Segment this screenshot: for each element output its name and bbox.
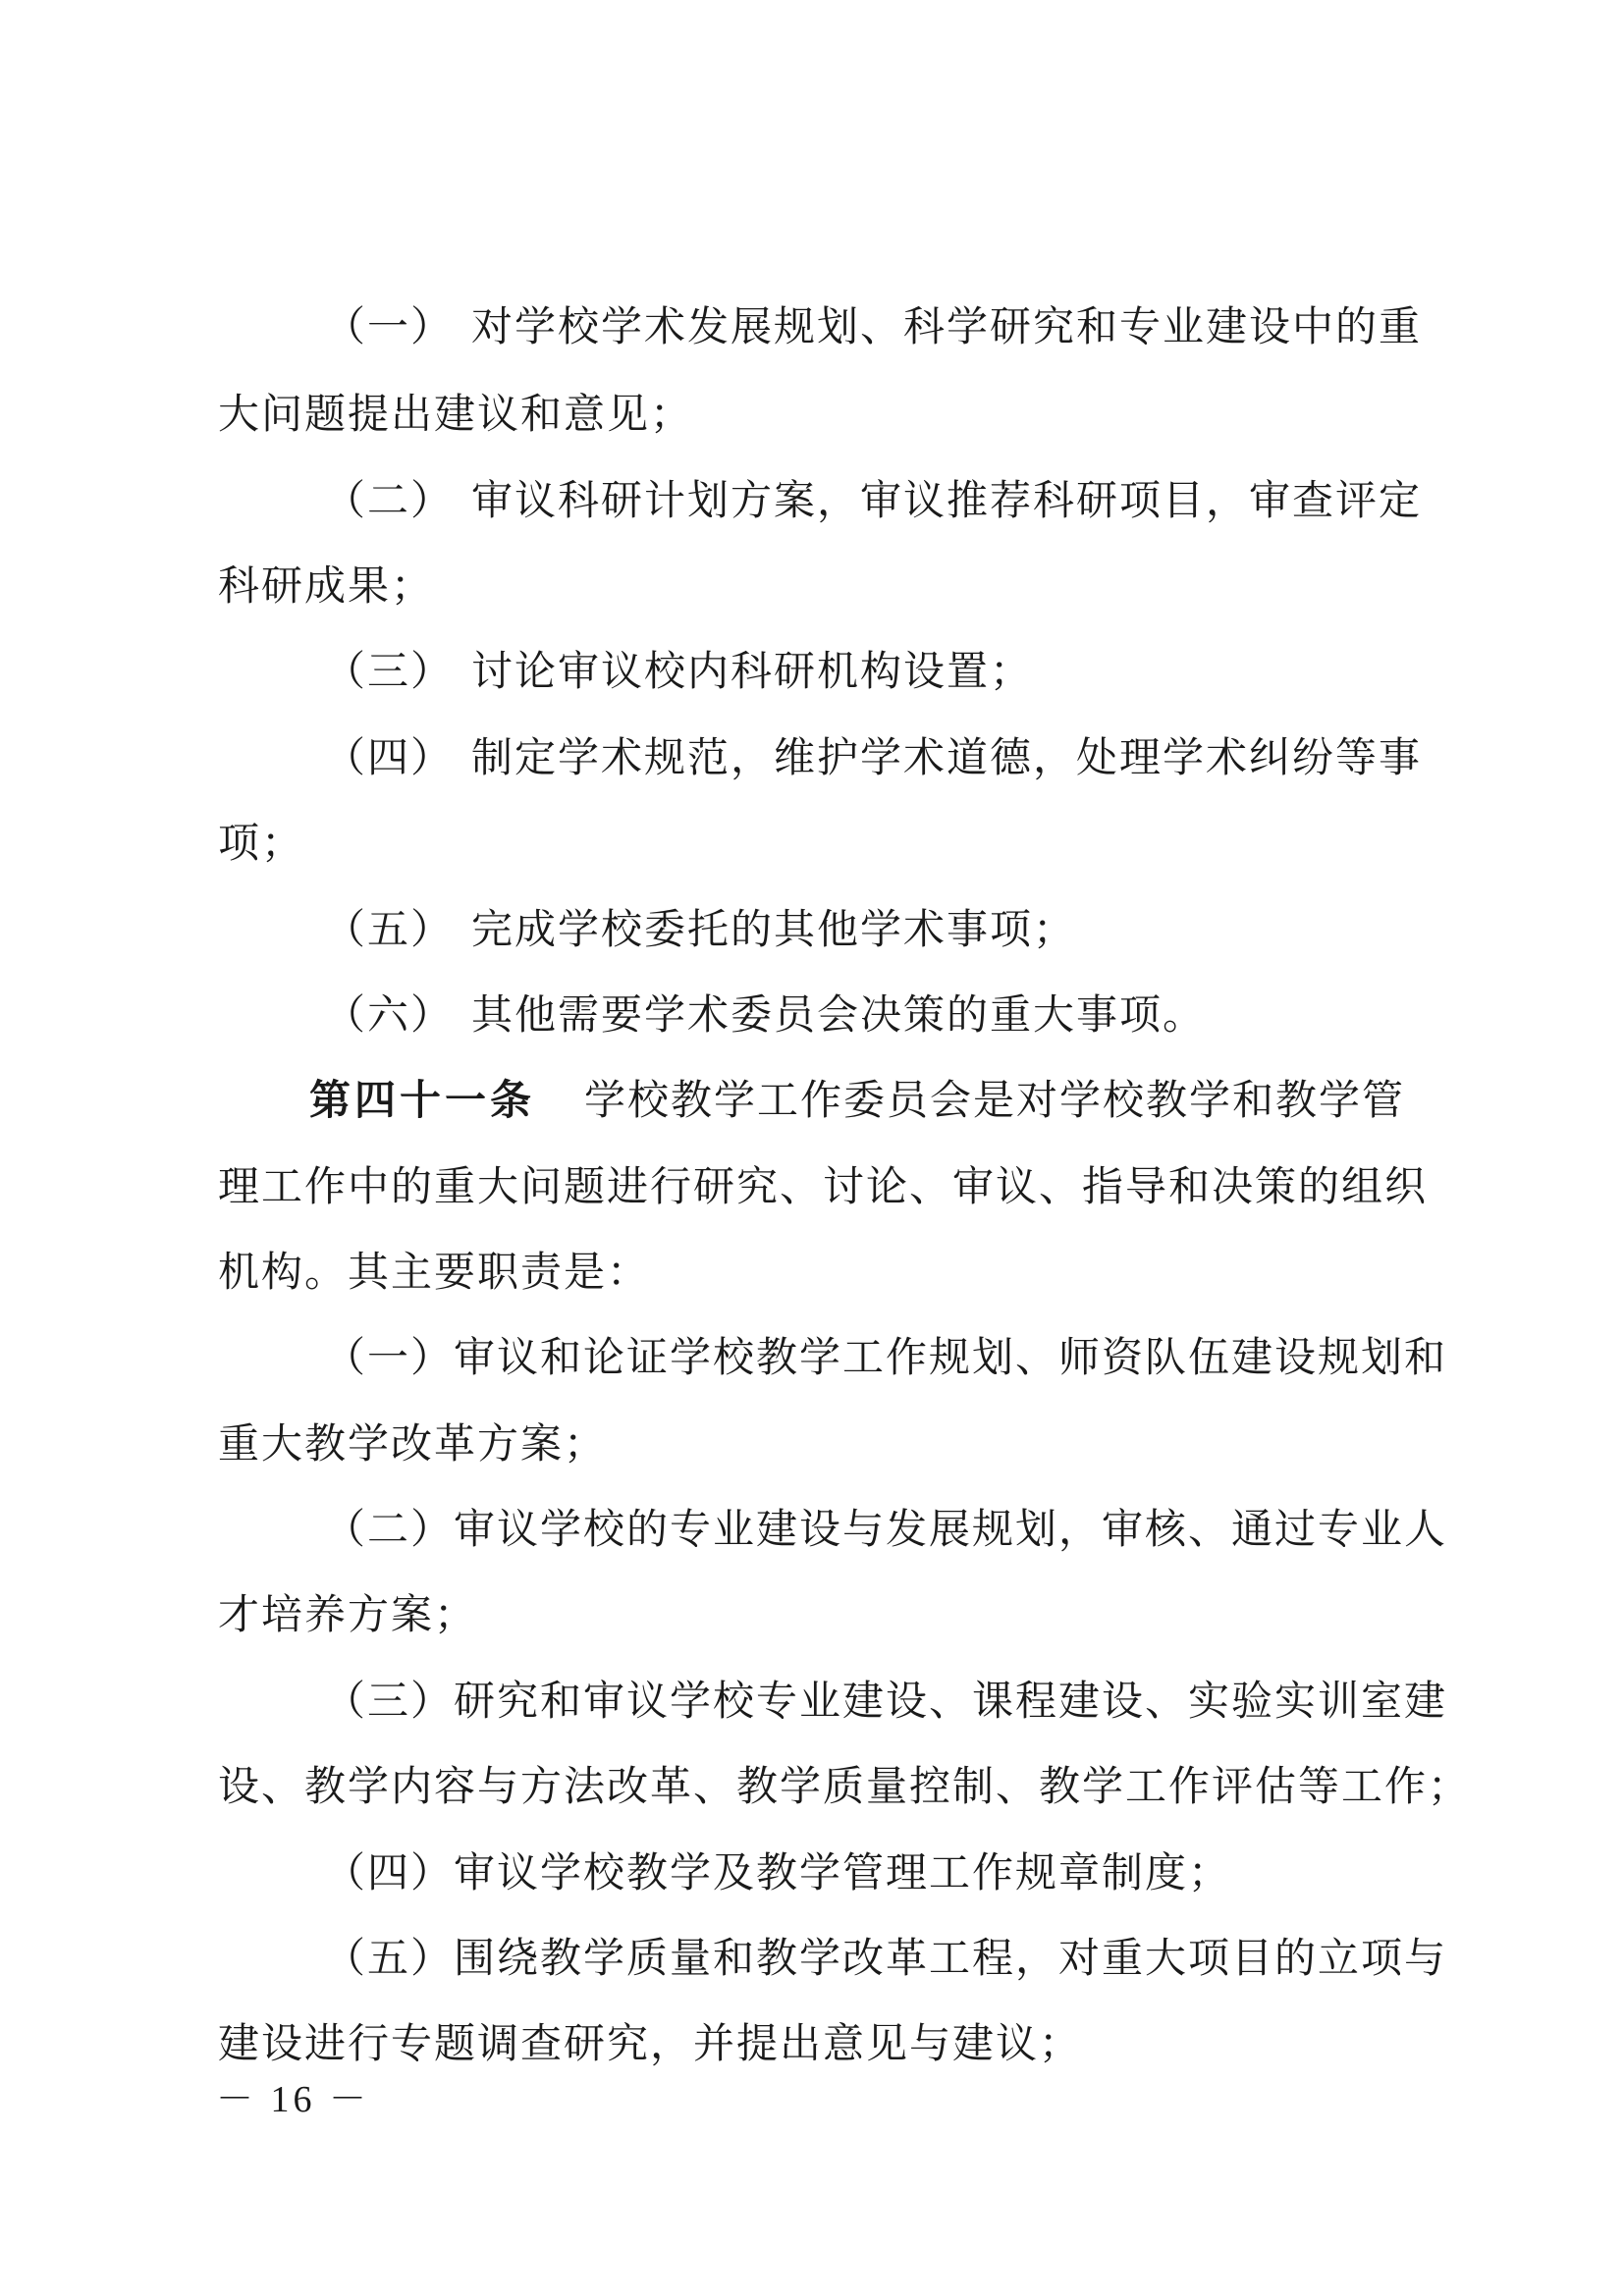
item-text: 审议和论证学校教学工作规划、师资队伍建设规划和 — [454, 1333, 1448, 1381]
item-label: （五） — [324, 905, 455, 953]
list-item-2-1-cont — [218, 1419, 608, 1468]
item-text: 研究和审议学校专业建设、课程建设、实验实训室建 — [454, 1677, 1448, 1725]
article-text: 理工作中的重大问题进行研究、讨论、审议、指导和决策的组织 — [218, 1162, 1429, 1210]
item-text: 才培养方案； — [218, 1590, 478, 1638]
list-item-2-3 — [324, 1677, 1448, 1725]
item-text: 其他需要学术委员会决策的重大事项。 — [471, 990, 1207, 1039]
list-item-1-2-cont — [218, 561, 435, 610]
list-item-1-4-cont — [218, 819, 305, 867]
item-label: （一） — [324, 302, 455, 350]
article-41-cont-2 — [218, 1248, 651, 1296]
item-label: （一） — [324, 1333, 455, 1381]
list-item-2-4 — [324, 1848, 1232, 1896]
list-item-2-2-cont — [218, 1590, 478, 1638]
item-text: 制定学术规范，维护学术道德，处理学术纠纷等事 — [471, 733, 1423, 781]
list-item-1-4 — [324, 733, 1423, 781]
item-text: 重大教学改革方案； — [218, 1419, 608, 1468]
item-label: （四） — [324, 733, 455, 781]
item-label: （三） — [324, 647, 455, 695]
list-item-2-3-cont — [218, 1762, 1472, 1810]
item-text: 项； — [218, 819, 305, 867]
item-text: 围绕教学质量和教学改革工程，对重大项目的立项与 — [454, 1934, 1448, 1982]
item-text: 建设进行专题调查研究，并提出意见与建议； — [218, 2019, 1083, 2067]
list-item-1-1 — [324, 302, 1423, 350]
item-label: （六） — [324, 990, 455, 1039]
item-label: （二） — [324, 476, 455, 524]
list-item-1-2 — [324, 476, 1423, 524]
list-item-1-1-cont — [218, 390, 694, 438]
item-text: 审议学校教学及教学管理工作规章制度； — [454, 1848, 1232, 1896]
list-item-2-1 — [324, 1333, 1448, 1381]
list-item-2-5 — [324, 1934, 1448, 1982]
list-item-1-3 — [324, 647, 1034, 695]
item-text: 审议学校的专业建设与发展规划，审核、通过专业人 — [454, 1505, 1448, 1553]
article-heading: 第四十一条 — [309, 1076, 536, 1124]
item-label: （三） — [324, 1677, 455, 1725]
item-text: 对学校学术发展规划、科学研究和专业建设中的重 — [471, 302, 1423, 350]
article-41 — [309, 1076, 1406, 1124]
item-label: （五） — [324, 1934, 455, 1982]
article-text: 机构。其主要职责是： — [218, 1248, 651, 1296]
item-text: 审议科研计划方案，审议推荐科研项目，审查评定 — [471, 476, 1423, 524]
item-text: 大问题提出建议和意见； — [218, 390, 694, 438]
item-text: 设、教学内容与方法改革、教学质量控制、教学工作评估等工作； — [218, 1762, 1472, 1810]
item-text: 讨论审议校内科研机构设置； — [471, 647, 1034, 695]
item-label: （二） — [324, 1505, 455, 1553]
article-text: 学校教学工作委员会是对学校教学和教学管 — [584, 1076, 1406, 1124]
item-text: 完成学校委托的其他学术事项； — [471, 905, 1077, 953]
item-text: 科研成果； — [218, 561, 435, 610]
list-item-1-6 — [324, 990, 1207, 1039]
list-item-2-2 — [324, 1505, 1448, 1553]
page-number: － 16 － — [216, 2079, 371, 2120]
list-item-1-5 — [324, 905, 1077, 953]
item-label: （四） — [324, 1848, 455, 1896]
list-item-2-5-cont — [218, 2019, 1083, 2067]
article-41-cont-1 — [218, 1162, 1429, 1210]
